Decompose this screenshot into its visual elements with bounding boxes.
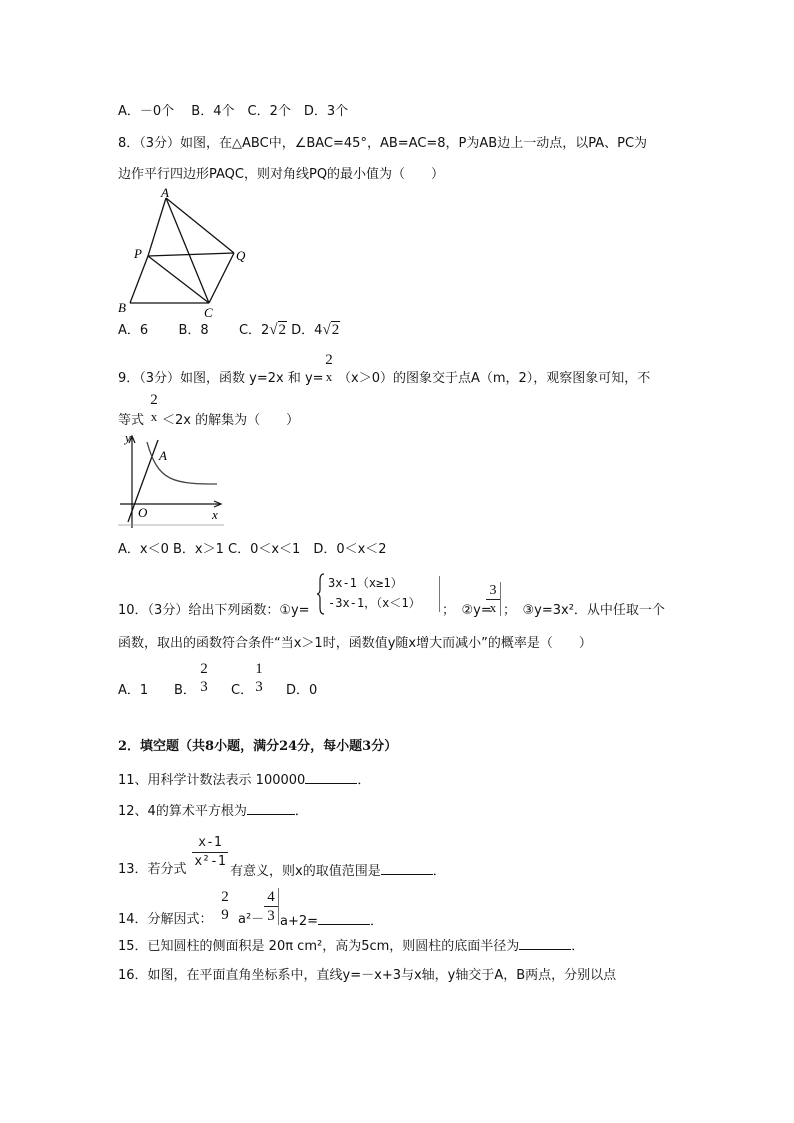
answer-blank: [247, 802, 295, 815]
q10-option-a: A．1: [118, 683, 149, 698]
sqrt-symbol: √2: [269, 322, 287, 338]
q13: 有意义，则x的取值范围是 ．: [230, 864, 446, 879]
q9-ineq-fraction: 2 x: [150, 392, 158, 424]
section-title: 2．填空题（共8小题，满分24分，每小题3分）: [118, 739, 398, 754]
answer-blank: [305, 771, 357, 784]
q10-line2: 函数，取出的函数符合条件“当x＞1时，函数值y随x增大而减小”的概率是（ ）: [118, 636, 592, 651]
q10-mid: ； ②y=: [442, 603, 492, 618]
sqrt-symbol: √2: [322, 322, 340, 338]
q9-line2-prefix: 等式: [118, 413, 145, 428]
brace-icon: [316, 572, 326, 616]
label-c: C: [204, 305, 213, 320]
q10-fraction: 3 x: [486, 582, 501, 616]
origin-label: O: [138, 505, 148, 520]
q9-function-graph: [112, 432, 227, 532]
q14: a+2= ．: [280, 914, 384, 929]
point-a-label: A: [159, 448, 167, 463]
q13-prefix: 13．若分式: [118, 862, 187, 877]
q8-option-d: D．4: [291, 323, 323, 338]
q8-parallelogram-figure: [112, 186, 282, 320]
q10-option-c-fraction: 1 3: [255, 661, 263, 695]
label-b: B: [118, 300, 126, 315]
q14-fraction-1: 2 9: [221, 889, 229, 923]
label-q: Q: [236, 248, 246, 263]
q9-line1: 9．（3分）如图，函数 y=2x 和 y=: [118, 371, 324, 386]
answer-blank: [381, 862, 433, 875]
piece-top: 3x-1（x≥1）: [328, 576, 403, 590]
q10-line1-cont: ； ③y=3x²．从中任取一个: [503, 603, 665, 618]
q9-line2: ＜2x 的解集为（ ）: [162, 413, 300, 428]
piece-bottom: -3x-1，（x＜1）: [328, 596, 421, 610]
answer-blank: [519, 937, 571, 950]
q14-prefix: 14．分解因式：: [118, 912, 213, 927]
q8-line1: 8．（3分）如图，在△ABC中，∠BAC=45°，AB=AC=8，P为AB边上一动点，以PA、PC为: [118, 136, 648, 151]
q10-option-b: B．: [174, 683, 196, 698]
q11: 11、用科学计数法表示 100000 ．: [118, 773, 371, 788]
q14-fraction-2: 4 3: [264, 888, 279, 925]
q9-fraction: 2 x: [325, 352, 333, 384]
axis-x-label: x: [212, 507, 218, 522]
q10-piecewise: [316, 572, 440, 616]
q9-line1-cont: （x＞0）的图象交于点A（m，2），观察图象可知，不: [338, 371, 651, 386]
q10-option-c: C．: [231, 683, 254, 698]
q10-option-b-fraction: 2 3: [200, 661, 208, 695]
q15: 15．已知圆柱的侧面积是 20π cm²，高为5cm，则圆柱的底面半径为 ．: [118, 939, 585, 954]
q8-option-b: B．8: [178, 323, 209, 338]
q13-fraction: x-1 x²-1: [192, 834, 228, 871]
q8-line2: 边作平行四边形PAQC，则对角线PQ的最小值为（ ）: [118, 167, 445, 182]
q8-options: [118, 322, 340, 339]
q8-option-c: C．2: [238, 323, 270, 338]
label-a: A: [161, 186, 169, 200]
q7-options: A．－0个 B．4个 C．2个 D．3个: [118, 104, 349, 119]
q9-options: A．x＜0 B．x＞1 C．0＜x＜1 D．0＜x＜2: [118, 542, 387, 557]
q14-mid: a²－: [238, 912, 265, 927]
answer-blank: [318, 912, 370, 925]
q10-option-d: D．0: [286, 683, 318, 698]
q10-line1: 10．（3分）给出下列函数：①y=: [118, 603, 310, 618]
q16: 16．如图，在平面直角坐标系中，直线y=－x+3与x轴，y轴交于A，B两点，分别以点: [118, 968, 617, 983]
label-p: P: [134, 246, 142, 261]
axis-y-label: y: [125, 432, 131, 445]
q12: 12、4的算术平方根为 ．: [118, 804, 308, 819]
q8-option-a: A．6: [118, 323, 149, 338]
